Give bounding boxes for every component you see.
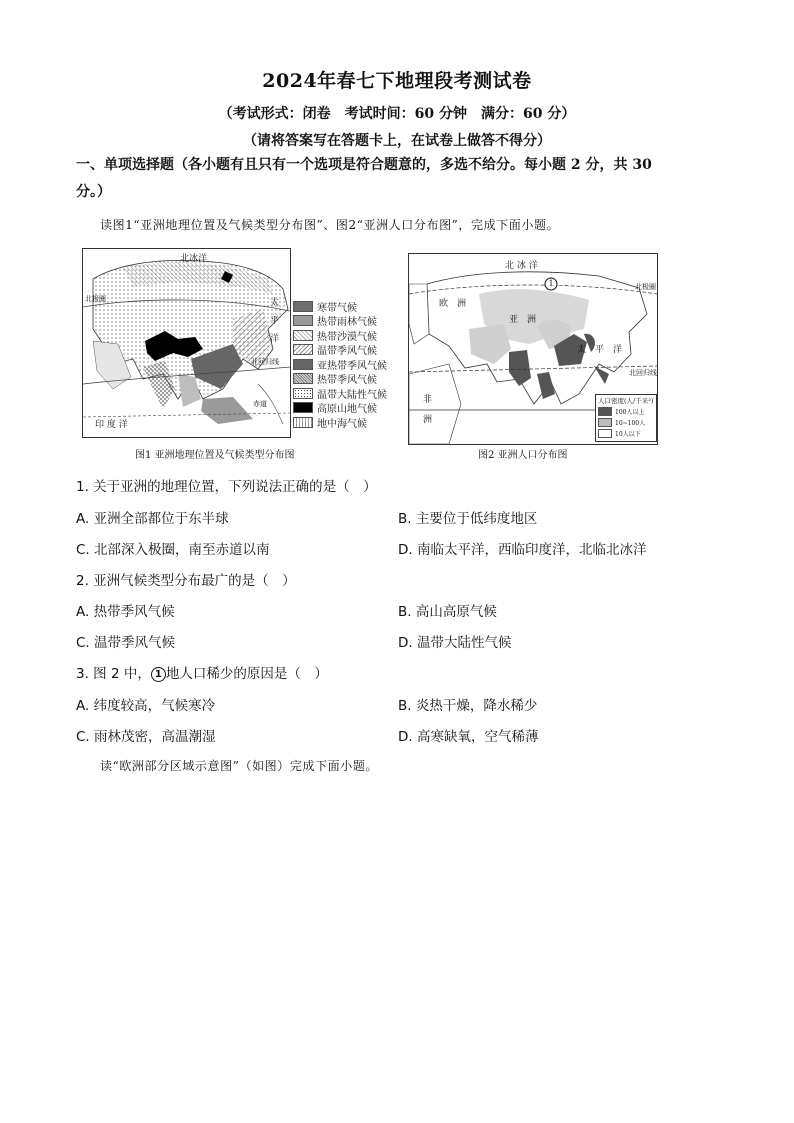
legend1-item: 温带大陆性气候: [293, 387, 387, 399]
question-3-option-b[interactable]: B. 炎热干燥，降水稀少: [398, 698, 538, 714]
question-3-option-a[interactable]: A. 纬度较高，气候寒冷: [76, 698, 216, 714]
legend1-item: 热带雨林气候: [293, 315, 377, 327]
figure1-legend: [293, 300, 403, 440]
legend1-item: 亚热带季风气候: [293, 358, 387, 370]
label-indian-ocean: 印 度 洋: [95, 420, 128, 430]
label-asia: 亚 洲: [509, 315, 537, 325]
label-tropic-2: 北回归线: [629, 369, 657, 377]
legend-swatch: [598, 407, 612, 416]
legend-swatch: [293, 417, 313, 428]
question-3-option-d[interactable]: D. 高寒缺氧，空气稀薄: [398, 729, 539, 745]
label-europe: 欧 洲: [439, 299, 467, 309]
legend2-item: 10人以下: [596, 428, 656, 439]
exam-title: 2024年春七下地理段考测试卷: [262, 70, 532, 92]
label-pacific-ocean-2: 太 平 洋: [577, 345, 623, 355]
label-africa-2: 洲: [423, 415, 433, 425]
legend-swatch: [598, 418, 612, 427]
legend1-item: 温带季风气候: [293, 344, 377, 356]
figure2-legend: 人口密度(人/千米²) 100人以上 10~100人 10人以下: [595, 394, 657, 442]
figure1-asia-climate-map: [82, 248, 291, 438]
legend-swatch: [293, 373, 313, 384]
question-1-option-b[interactable]: B. 主要位于低纬度地区: [398, 511, 538, 527]
intro-europe-map: 读“欧洲部分区域示意图”（如图）完成下面小题。: [100, 759, 379, 773]
legend-swatch: [293, 402, 313, 413]
question-1-option-d[interactable]: D. 南临太平洋，西临印度洋，北临北冰洋: [398, 542, 647, 558]
circled-number-icon: 1: [151, 667, 166, 682]
legend-swatch: [293, 388, 313, 399]
label-arctic-ocean: 北冰洋: [180, 254, 208, 264]
marker-1: 1: [548, 279, 554, 288]
label-pacific-3: 洋: [270, 334, 280, 344]
label-tropic: 北回归线: [251, 358, 279, 366]
question-1-option-a[interactable]: A. 亚洲全部都位于东半球: [76, 511, 229, 527]
answer-notice: （请将答案写在答题卡上，在试卷上做答不得分）: [243, 133, 551, 149]
label-arctic-ocean-2: 北 冰 洋: [505, 261, 538, 271]
legend1-item: 寒带气候: [293, 300, 357, 312]
exam-info: （考试形式：闭卷 考试时间：60 分钟 满分：60 分）: [218, 106, 576, 122]
label-africa-1: 非: [423, 395, 433, 405]
question-1-option-c[interactable]: C. 北部深入极圈，南至赤道以南: [76, 542, 270, 558]
label-equator: 赤道: [253, 400, 267, 408]
legend1-item: 热带季风气候: [293, 373, 377, 385]
section-heading: 一、单项选择题（各小题有且只有一个选项是符合题意的，多选不给分。每小题 2 分，共 30 分。）: [76, 157, 652, 200]
legend-swatch: [293, 315, 313, 326]
label-pacific-2: 平: [270, 316, 280, 326]
legend-swatch: [598, 429, 612, 438]
legend-swatch: [293, 301, 313, 312]
figure1-caption: 图1 亚洲地理位置及气候类型分布图: [135, 450, 295, 461]
label-pacific-1: 太: [270, 298, 280, 308]
legend1-item: 热带沙漠气候: [293, 329, 377, 341]
legend-swatch: [293, 330, 313, 341]
legend2-item: 10~100人: [596, 417, 656, 428]
label-arctic-circle: 北极圈: [85, 295, 106, 303]
question-2-option-a[interactable]: A. 热带季风气候: [76, 604, 175, 620]
legend1-item: 高原山地气候: [293, 402, 377, 414]
question-3-option-c[interactable]: C. 雨林茂密，高温潮湿: [76, 729, 216, 745]
figure2-asia-population-map: [408, 253, 658, 445]
question-2-option-c[interactable]: C. 温带季风气候: [76, 635, 176, 651]
question-2-option-b[interactable]: B. 高山高原气候: [398, 604, 497, 620]
figure2-caption: 图2 亚洲人口分布图: [478, 450, 568, 461]
legend-swatch: [293, 359, 313, 370]
question-1-stem: 1. 关于亚洲的地理位置，下列说法正确的是（ ）: [76, 479, 377, 495]
question-3-stem: 3. 图 2 中， 1 地人口稀少的原因是（ ）: [76, 666, 328, 682]
intro-figures: 读图1“亚洲地理位置及气候类型分布图”、图2“亚洲人口分布图”，完成下面小题。: [100, 218, 560, 232]
legend2-item: 100人以上: [596, 406, 656, 417]
legend1-item: 地中海气候: [293, 416, 367, 428]
question-2-option-d[interactable]: D. 温带大陆性气候: [398, 635, 512, 651]
legend-swatch: [293, 344, 313, 355]
label-arctic-circle-2: 北极圈: [635, 283, 656, 291]
question-2-stem: 2. 亚洲气候类型分布最广的是（ ）: [76, 573, 296, 589]
